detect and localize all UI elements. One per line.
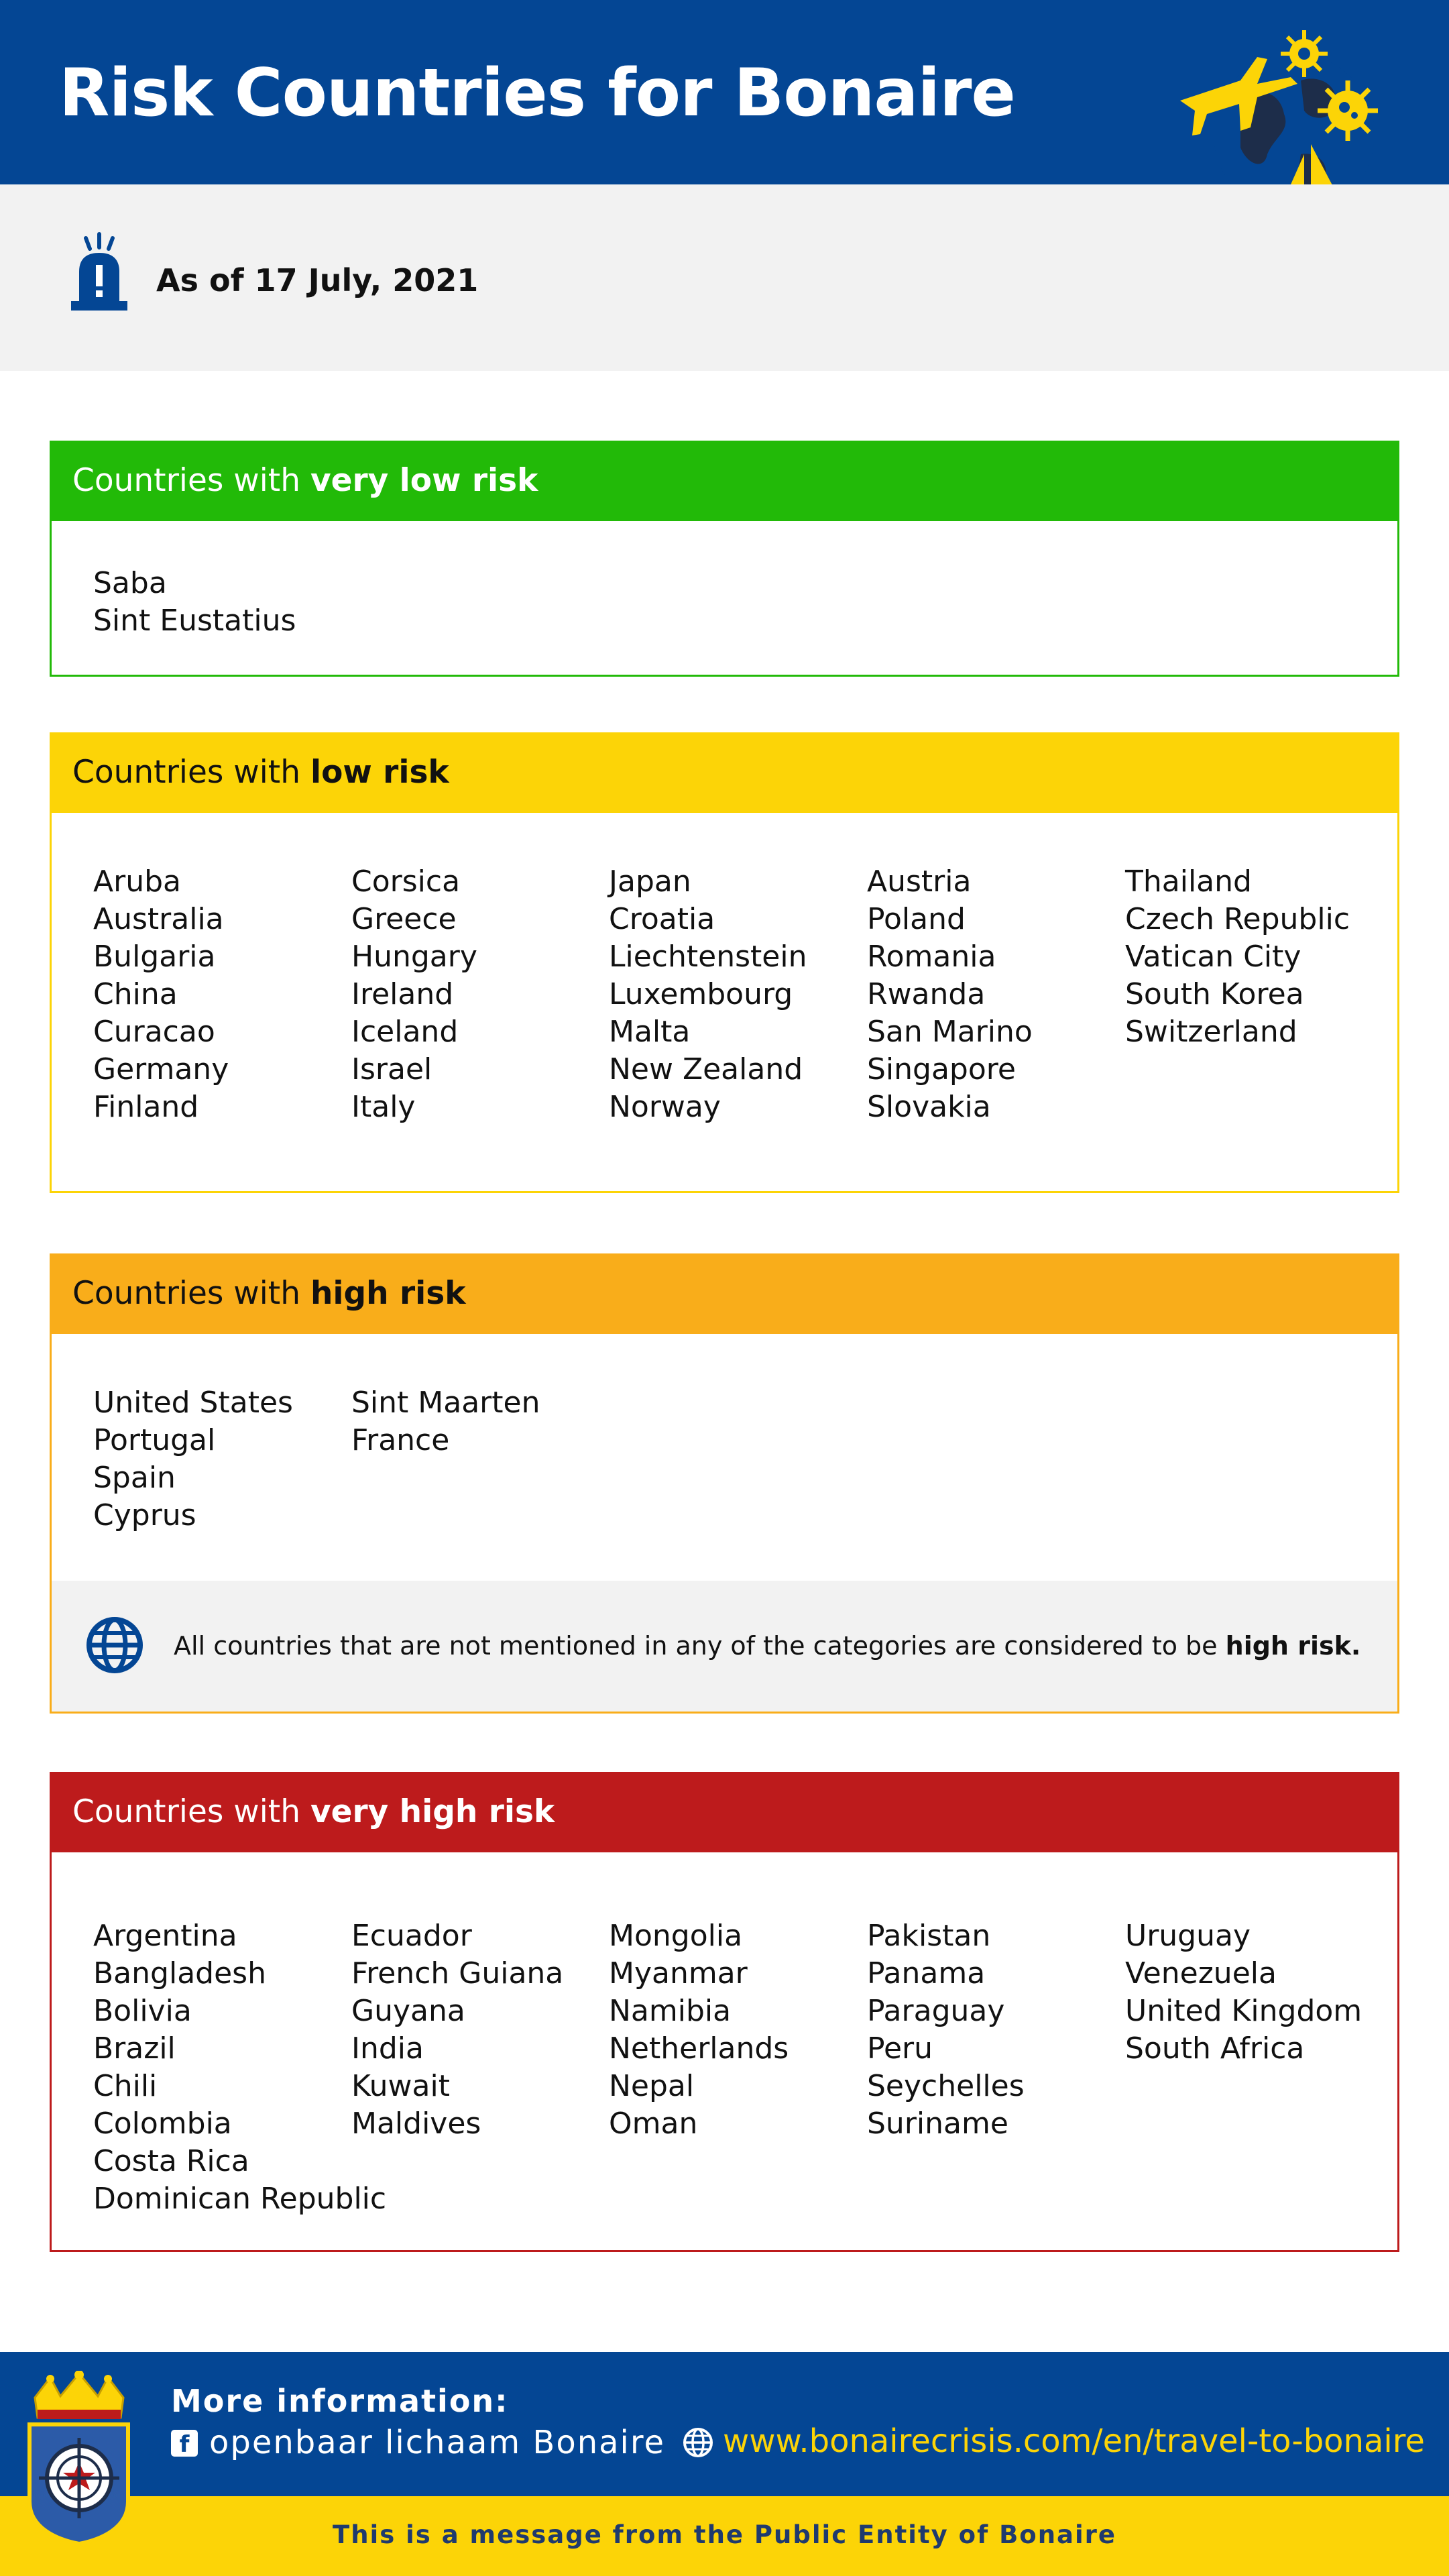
country-column xyxy=(609,1917,789,2143)
country-item: Nepal xyxy=(609,2069,695,2103)
country-item: Maldives xyxy=(351,2107,481,2141)
country-item: Corsica xyxy=(351,864,461,899)
country-item: Spain xyxy=(93,1461,176,1495)
facebook-icon: f xyxy=(171,2430,198,2457)
country-item: Guyana xyxy=(351,1994,465,2028)
country-item: Argentina xyxy=(93,1919,237,1953)
more-info-label: More information: xyxy=(171,2383,509,2419)
country-item: Czech Republic xyxy=(1125,902,1350,936)
country-item: Croatia xyxy=(609,902,715,936)
country-item: French Guiana xyxy=(351,1956,564,1991)
country-item: Italy xyxy=(351,1090,416,1124)
country-item: Rwanda xyxy=(867,977,986,1011)
section-title-prefix: Countries with xyxy=(72,462,310,499)
country-item: Panama xyxy=(867,1956,986,1991)
country-item: Ecuador xyxy=(351,1919,472,1953)
country-item: Chili xyxy=(93,2069,158,2103)
country-item: Bulgaria xyxy=(93,940,216,974)
country-item: Romania xyxy=(867,940,996,974)
country-item: Kuwait xyxy=(351,2069,450,2103)
country-column xyxy=(351,1917,563,2143)
country-item: Curacao xyxy=(93,1015,215,1049)
country-item: China xyxy=(93,977,178,1011)
country-item: Ireland xyxy=(351,977,454,1011)
country-item: Japan xyxy=(609,864,691,899)
country-item: France xyxy=(351,1423,450,1457)
country-item: Hungary xyxy=(351,940,477,974)
country-item: Mongolia xyxy=(609,1919,743,1953)
country-item: Bolivia xyxy=(93,1994,192,2028)
country-item: Sint Maarten xyxy=(351,1386,540,1420)
country-item: Bangladesh xyxy=(93,1956,266,1991)
country-column xyxy=(93,863,229,1126)
section-title-prefix: Countries with xyxy=(72,1275,310,1312)
country-item: Finland xyxy=(93,1090,199,1124)
country-item: India xyxy=(351,2031,424,2066)
country-item: Cyprus xyxy=(93,1498,196,1532)
country-item: Slovakia xyxy=(867,1090,991,1124)
country-column xyxy=(1125,863,1350,1051)
country-item: Costa Rica xyxy=(93,2144,249,2178)
date-label: As of 17 July, 2021 xyxy=(156,262,479,298)
section-title-risk-level: high risk xyxy=(310,1275,466,1312)
country-item: South Africa xyxy=(1125,2031,1305,2066)
country-item: Austria xyxy=(867,864,972,899)
country-item: Paraguay xyxy=(867,1994,1005,2028)
section-title-risk-level: low risk xyxy=(310,754,449,791)
country-item: Brazil xyxy=(93,2031,176,2066)
very-high-risk-section xyxy=(50,1772,1399,2252)
website-link[interactable]: www.bonairecrisis.com/en/travel-to-bonaire xyxy=(723,2422,1425,2460)
country-column xyxy=(93,1384,293,1534)
country-item: Dominican Republic xyxy=(93,2182,387,2216)
country-item: Thailand xyxy=(1125,864,1252,899)
high-risk-note xyxy=(52,1581,1397,1712)
country-item: Norway xyxy=(609,1090,721,1124)
country-item: Vatican City xyxy=(1125,940,1301,974)
country-column xyxy=(351,863,477,1126)
section-title-prefix: Countries with xyxy=(72,754,310,791)
country-item: Venezuela xyxy=(1125,1956,1277,1991)
country-item: Namibia xyxy=(609,1994,732,2028)
country-item: Iceland xyxy=(351,1015,459,1049)
country-item: New Zealand xyxy=(609,1052,803,1086)
high-risk-section xyxy=(50,1253,1399,1714)
note-text-main: All countries that are not mentioned in any of the categories are considered to be xyxy=(174,1631,1226,1661)
page-title: Risk Countries for Bonaire xyxy=(59,55,1015,131)
country-item: Greece xyxy=(351,902,457,936)
country-item: Luxembourg xyxy=(609,977,793,1011)
section-title-prefix: Countries with xyxy=(72,1793,310,1830)
high-risk-header xyxy=(50,1253,1399,1334)
country-item: Pakistan xyxy=(867,1919,991,1953)
country-item: United States xyxy=(93,1386,293,1420)
footer-message: This is a message from the Public Entity of Bonaire xyxy=(332,2520,1117,2549)
country-item: Seychelles xyxy=(867,2069,1025,2103)
country-item: Poland xyxy=(867,902,966,936)
country-item: Singapore xyxy=(867,1052,1016,1086)
country-item: Oman xyxy=(609,2107,698,2141)
country-item: San Marino xyxy=(867,1015,1033,1049)
note-text xyxy=(174,1631,1360,1661)
country-column xyxy=(93,1917,386,2218)
country-column xyxy=(351,1384,540,1459)
country-item: Aruba xyxy=(93,864,181,899)
country-item: Liechtenstein xyxy=(609,940,807,974)
country-item: Israel xyxy=(351,1052,432,1086)
country-item: Netherlands xyxy=(609,2031,789,2066)
country-item: United Kingdom xyxy=(1125,1994,1363,2028)
country-item: Colombia xyxy=(93,2107,232,2141)
very-high-risk-header xyxy=(50,1772,1399,1852)
very-low-risk-section xyxy=(50,441,1399,677)
country-item: Portugal xyxy=(93,1423,216,1457)
facebook-link[interactable]: openbaar lichaam Bonaire xyxy=(209,2424,666,2461)
low-risk-header xyxy=(50,732,1399,813)
globe-icon xyxy=(682,2426,714,2459)
country-item: Myanmar xyxy=(609,1956,748,1991)
country-item: Suriname xyxy=(867,2107,1008,2141)
country-column xyxy=(1125,1917,1362,2068)
country-column xyxy=(867,863,1033,1126)
country-column xyxy=(867,1917,1025,2143)
country-item: Australia xyxy=(93,902,224,936)
low-risk-section xyxy=(50,732,1399,1193)
section-title-risk-level: very high risk xyxy=(310,1793,555,1830)
note-text-emphasis: high risk. xyxy=(1225,1631,1361,1661)
section-title-risk-level: very low risk xyxy=(310,462,538,499)
country-item: Switzerland xyxy=(1125,1015,1297,1049)
country-item: Uruguay xyxy=(1125,1919,1251,1953)
country-column xyxy=(609,863,807,1126)
globe-icon xyxy=(85,1616,144,1675)
country-item: Peru xyxy=(867,2031,933,2066)
country-item: South Korea xyxy=(1125,977,1304,1011)
country-item: Germany xyxy=(93,1052,229,1086)
country-item: Sint Eustatius xyxy=(93,604,296,638)
country-item: Malta xyxy=(609,1015,691,1049)
very-low-risk-header xyxy=(50,441,1399,521)
bonaire-coat-of-arms-logo xyxy=(20,2371,137,2545)
country-item: Saba xyxy=(93,566,167,600)
siren-alert-icon xyxy=(67,231,131,312)
country-column xyxy=(93,565,296,640)
